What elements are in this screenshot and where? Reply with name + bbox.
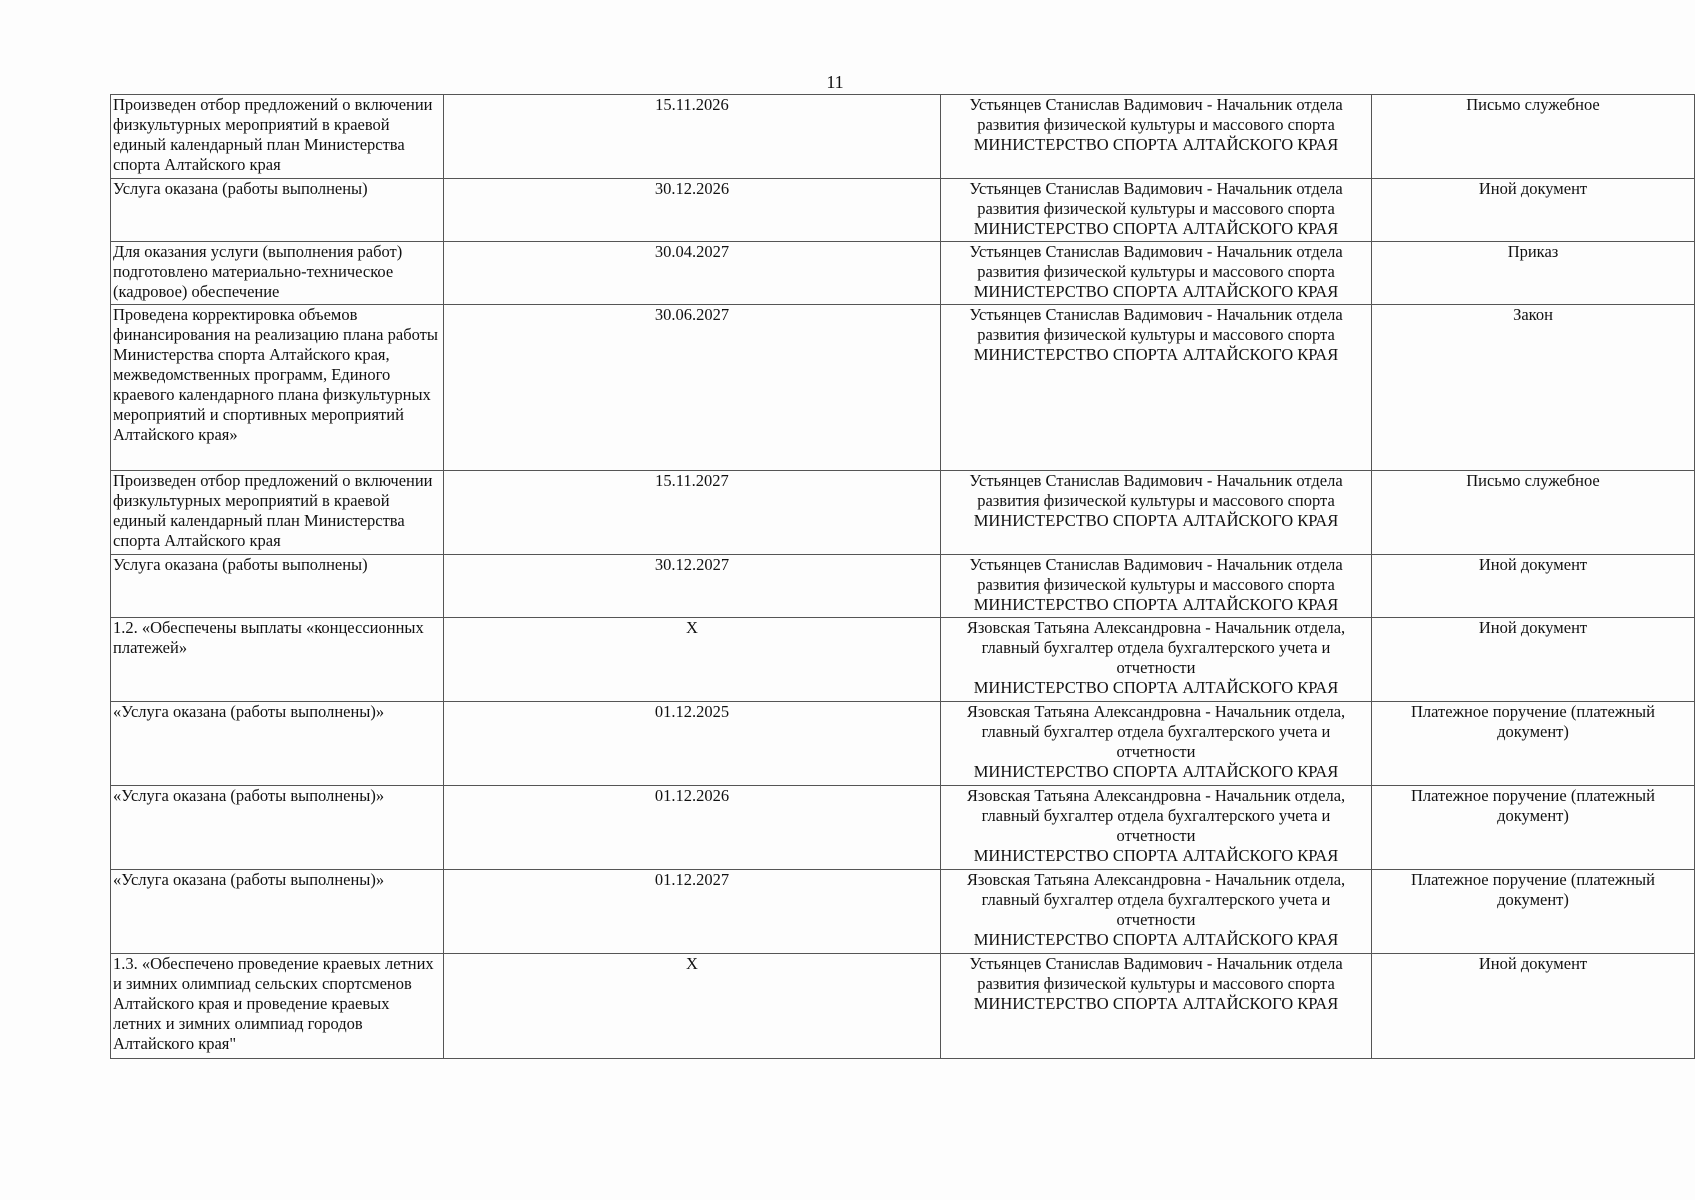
table-row (111, 702, 1695, 786)
responsible-cell (941, 305, 1372, 471)
date-cell: 01.12.2027 (444, 870, 941, 954)
responsible-org: МИНИСТЕРСТВО СПОРТА АЛТАЙСКОГО КРАЯ (973, 219, 1339, 238)
document-type-cell: Иной документ (1372, 179, 1695, 242)
responsible-org: МИНИСТЕРСТВО СПОРТА АЛТАЙСКОГО КРАЯ (973, 595, 1339, 614)
date-cell: 30.12.2027 (444, 555, 941, 618)
responsible-person: Язовская Татьяна Александровна - Начальник отдела, главный бухгалтер отдела бухгалтерского учета и отчетности (966, 786, 1346, 845)
table-row (111, 95, 1695, 179)
responsible-org: МИНИСТЕРСТВО СПОРТА АЛТАЙСКОГО КРАЯ (973, 282, 1339, 301)
responsible-org: МИНИСТЕРСТВО СПОРТА АЛТАЙСКОГО КРАЯ (973, 511, 1339, 530)
event-cell: «Услуга оказана (работы выполнены)» (111, 702, 444, 786)
document-type-cell: Платежное поручение (платежный документ) (1372, 702, 1695, 786)
table-row (111, 179, 1695, 242)
responsible-cell (941, 179, 1372, 242)
event-cell: Для оказания услуги (выполнения работ) подготовлено материально-техническое (кадровое) обеспечение (111, 242, 444, 305)
document-type-cell: Платежное поручение (платежный документ) (1372, 870, 1695, 954)
responsible-org: МИНИСТЕРСТВО СПОРТА АЛТАЙСКОГО КРАЯ (973, 678, 1339, 697)
table-row (111, 555, 1695, 618)
responsible-cell (941, 702, 1372, 786)
table-row (111, 471, 1695, 555)
responsible-person: Устьянцев Станислав Вадимович - Начальник отдела развития физической культуры и массового спорта (969, 555, 1343, 594)
responsible-org: МИНИСТЕРСТВО СПОРТА АЛТАЙСКОГО КРАЯ (973, 762, 1339, 781)
event-cell: 1.2. «Обеспечены выплаты «концессионных платежей» (111, 618, 444, 702)
responsible-person: Устьянцев Станислав Вадимович - Начальник отдела развития физической культуры и массового спорта (969, 954, 1343, 993)
document-type-cell: Закон (1372, 305, 1695, 471)
document-type-cell: Приказ (1372, 242, 1695, 305)
responsible-org: МИНИСТЕРСТВО СПОРТА АЛТАЙСКОГО КРАЯ (973, 345, 1339, 364)
responsible-org: МИНИСТЕРСТВО СПОРТА АЛТАЙСКОГО КРАЯ (973, 994, 1339, 1013)
document-type-cell: Платежное поручение (платежный документ) (1372, 786, 1695, 870)
event-cell: Произведен отбор предложений о включении физкультурных мероприятий в краевой единый календарный план Министерства спорта Алтайского края (111, 471, 444, 555)
document-type-cell: Иной документ (1372, 555, 1695, 618)
measures-table (110, 94, 1695, 1059)
responsible-cell (941, 242, 1372, 305)
responsible-person: Устьянцев Станислав Вадимович - Начальник отдела развития физической культуры и массового спорта (969, 305, 1343, 344)
event-cell: «Услуга оказана (работы выполнены)» (111, 786, 444, 870)
page-number: 11 (826, 72, 844, 92)
table-row (111, 618, 1695, 702)
date-cell: 15.11.2027 (444, 471, 941, 555)
event-cell: Проведена корректировка объемов финансирования на реализацию плана работы Министерства спорта Алтайского края, межведомственных программ, Единого краевого календарного плана физкультурных мероприятий и спортивных мероприятий Алтайского края» (111, 305, 444, 471)
table-row (111, 870, 1695, 954)
responsible-org: МИНИСТЕРСТВО СПОРТА АЛТАЙСКОГО КРАЯ (973, 846, 1339, 865)
responsible-person: Язовская Татьяна Александровна - Начальник отдела, главный бухгалтер отдела бухгалтерского учета и отчетности (966, 870, 1346, 929)
document-type-cell: Иной документ (1372, 618, 1695, 702)
table-row (111, 954, 1695, 1059)
responsible-person: Язовская Татьяна Александровна - Начальник отдела, главный бухгалтер отдела бухгалтерского учета и отчетности (966, 618, 1346, 677)
event-cell: Произведен отбор предложений о включении физкультурных мероприятий в краевой единый календарный план Министерства спорта Алтайского края (111, 95, 444, 179)
responsible-cell (941, 95, 1372, 179)
date-cell: 01.12.2026 (444, 786, 941, 870)
responsible-person: Устьянцев Станислав Вадимович - Начальник отдела развития физической культуры и массового спорта (969, 242, 1343, 281)
date-cell: 01.12.2025 (444, 702, 941, 786)
responsible-cell (941, 786, 1372, 870)
date-cell: 30.12.2026 (444, 179, 941, 242)
responsible-cell (941, 954, 1372, 1059)
responsible-person: Устьянцев Станислав Вадимович - Начальник отдела развития физической культуры и массового спорта (969, 179, 1343, 218)
responsible-person: Устьянцев Станислав Вадимович - Начальник отдела развития физической культуры и массового спорта (969, 95, 1343, 134)
table-row (111, 242, 1695, 305)
date-cell: 15.11.2026 (444, 95, 941, 179)
responsible-person: Устьянцев Станислав Вадимович - Начальник отдела развития физической культуры и массового спорта (969, 471, 1343, 510)
responsible-person: Язовская Татьяна Александровна - Начальник отдела, главный бухгалтер отдела бухгалтерского учета и отчетности (966, 702, 1346, 761)
date-cell: X (444, 618, 941, 702)
event-cell: 1.3. «Обеспечено проведение краевых летних и зимних олимпиад сельских спортсменов Алтайского края и проведение краевых летних и зимних олимпиад городов Алтайского края" (111, 954, 444, 1059)
date-cell: X (444, 954, 941, 1059)
event-cell: «Услуга оказана (работы выполнены)» (111, 870, 444, 954)
date-cell: 30.04.2027 (444, 242, 941, 305)
responsible-cell (941, 618, 1372, 702)
document-type-cell: Письмо служебное (1372, 471, 1695, 555)
table-row (111, 305, 1695, 471)
responsible-org: МИНИСТЕРСТВО СПОРТА АЛТАЙСКОГО КРАЯ (973, 930, 1339, 949)
responsible-cell (941, 870, 1372, 954)
responsible-org: МИНИСТЕРСТВО СПОРТА АЛТАЙСКОГО КРАЯ (973, 135, 1339, 154)
responsible-cell (941, 471, 1372, 555)
document-type-cell: Письмо служебное (1372, 95, 1695, 179)
responsible-cell (941, 555, 1372, 618)
event-cell: Услуга оказана (работы выполнены) (111, 555, 444, 618)
document-type-cell: Иной документ (1372, 954, 1695, 1059)
event-cell: Услуга оказана (работы выполнены) (111, 179, 444, 242)
table-row (111, 786, 1695, 870)
date-cell: 30.06.2027 (444, 305, 941, 471)
